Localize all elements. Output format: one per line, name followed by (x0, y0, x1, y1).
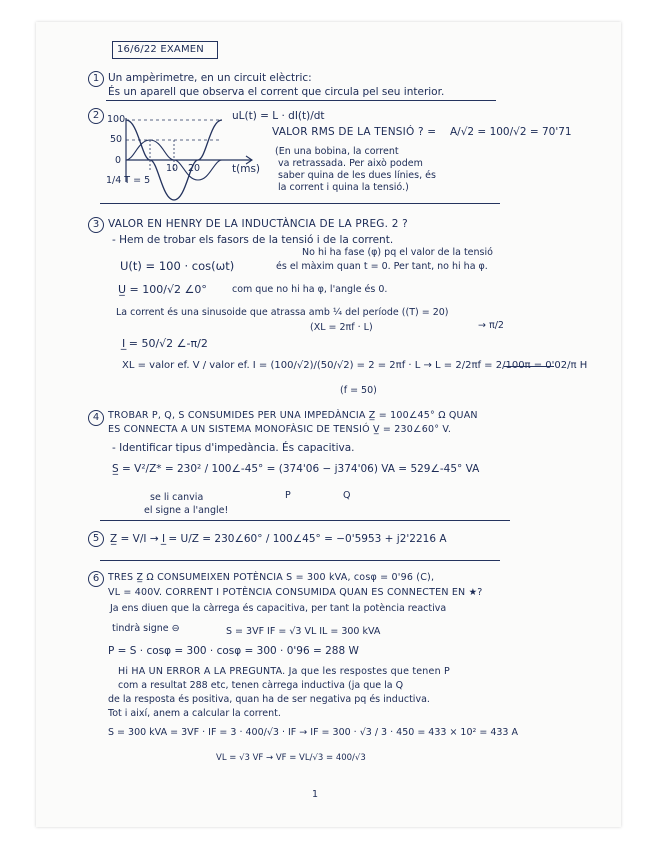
q3-xl-note: (XL = 2πf · L) (310, 322, 373, 333)
q4-s-calc: S̲ = V²/Z* = 230² / 100∠-45° = (374'06 − j374'06) VA = 529∠-45° VA (112, 463, 480, 475)
q2-note-line-1: (En una bobina, la corrent (275, 146, 399, 157)
question-6-number: 6 (88, 571, 104, 587)
page-number: 1 (312, 789, 319, 800)
header-title: 16/6/22 EXAMEN (117, 44, 204, 55)
graph-x-label: t(ms) (232, 163, 261, 175)
q6-bracket-2: tindrà signe ⊖ (112, 623, 180, 634)
question-2-number: 2 (88, 108, 104, 124)
q3-phase-note-2: és el màxim quan t = 0. Per tant, no hi ha φ. (276, 261, 488, 272)
q5-calc: Z̲ = V/I → I̲ = U/Z = 230∠60° / 100∠45° = −0'5953 + j2'2216 A (110, 533, 447, 545)
q3-i-phasor: I̲ = 50/√2 ∠-π/2 (122, 337, 208, 350)
question-1-answer: És un aparell que observa el corrent que circula pel seu interior. (108, 86, 445, 98)
graph-y-tick-50: 50 (110, 134, 123, 145)
graph-x-tick-20: 20 (188, 163, 201, 174)
q3-period-note: La corrent és una sinusoide que atrassa amb ¼ del període ((T) = 20) (116, 307, 449, 318)
q6-p-eq: P = S · cosφ = 300 · cosφ = 300 · 0'96 = 288 W (108, 645, 359, 657)
q3-u-t: U(t) = 100 · cos(ωt) (120, 259, 235, 273)
underline-q5 (100, 560, 500, 561)
graph-quarter-period: 1/4 T = 5 (106, 175, 151, 186)
underline-q1 (106, 100, 496, 101)
rms-calculation: A/√2 = 100/√2 = 70'71 (450, 126, 572, 138)
underline-q3 (504, 366, 554, 367)
rms-question: VALOR RMS DE LA TENSIÓ ? = (272, 126, 437, 138)
question-4-text-1: TROBAR P, Q, S CONSUMIDES PER UNA IMPEDÀNCIA Z̲ = 100∠45° Ω QUAN (108, 410, 478, 421)
q4-note-1: se li canvia (150, 492, 204, 503)
q3-pi-half: → π/2 (478, 320, 504, 331)
q3-u-phasor: U̲ = 100/√2 ∠0° (118, 283, 207, 296)
question-3-text: VALOR EN HENRY DE LA INDUCTÀNCIA DE LA PREG. 2 ? (108, 218, 408, 230)
question-4-text-2: ES CONNECTA A UN SISTEMA MONOFÀSIC DE TENSIÓ V̲ = 230∠60° V. (108, 424, 452, 435)
graph-y-tick-100: 100 (107, 114, 126, 125)
question-1-number: 1 (88, 71, 104, 87)
q4-note-2: el signe a l'angle! (144, 505, 229, 516)
q6-error-4: Tot i així, anem a calcular la corrent. (108, 708, 281, 719)
underline-q4 (100, 520, 510, 521)
q6-bracket-1: Ja ens diuen que la càrrega és capacitiva, per tant la potència reactiva (110, 603, 447, 614)
q3-line-1: - Hem de trobar els fasors de la tensió i de la corrent. (112, 234, 394, 246)
question-5-number: 5 (88, 531, 104, 547)
q2-note-line-3: saber quina de les dues línies, és (278, 170, 436, 181)
q4-q-label: Q (343, 490, 351, 501)
q3-f-note: (f = 50) (340, 385, 377, 396)
q3-u-phasor-note: com que no hi ha φ, l'angle és 0. (232, 284, 388, 295)
q3-phase-note-1: No hi ha fase (φ) pq el valor de la tensió (302, 247, 493, 258)
graph-x-tick-10: 10 (166, 163, 179, 174)
q4-p-label: P (285, 490, 291, 501)
q4-line-1: - Identificar tipus d'impedància. És capacitiva. (112, 442, 355, 454)
question-3-number: 3 (88, 217, 104, 233)
question-2-formula: uL(t) = L · dI(t)/dt (232, 110, 325, 122)
underline-q2 (100, 203, 500, 204)
q3-xl-calc: XL = valor ef. V / valor ef. I = (100/√2)/(50/√2) = 2 = 2πf · L → L = 2/2πf = 2/100π = 0'02/π H (122, 360, 588, 371)
q6-error-3: de la resposta és positiva, quan ha de ser negativa pq és inductiva. (108, 694, 430, 705)
q2-note-line-2: va retrassada. Per això podem (278, 158, 423, 169)
graph-y-tick-0: 0 (115, 155, 122, 166)
q6-final-calc: S = 300 kVA = 3VF · IF = 3 · 400/√3 · IF → IF = 300 · √3 / 3 · 450 = 433 × 10² = 433 A (108, 727, 518, 738)
question-6-text-2: VL = 400V. CORRENT I POTÈNCIA CONSUMIDA QUAN ES CONNECTEN EN ★? (108, 587, 483, 598)
q6-substitution: VL = √3 VF → VF = VL/√3 = 400/√3 (216, 753, 366, 763)
question-1-text: Un ampèrimetre, en un circuit elèctric: (108, 72, 312, 84)
question-6-text-1: TRES Z̲ Ω CONSUMEIXEN POTÈNCIA S = 300 kVA, cosφ = 0'96 (C), (108, 572, 435, 583)
q6-s-eq: S = 3VF IF = √3 VL IL = 300 kVA (226, 626, 381, 637)
q6-error-2: com a resultat 288 etc, tenen càrrega inductiva (ja que la Q (118, 680, 404, 691)
question-4-number: 4 (88, 410, 104, 426)
q2-note-line-4: la corrent i quina la tensió.) (278, 182, 409, 193)
q6-error-1: Hi HA UN ERROR A LA PREGUNTA. Ja que les respostes que tenen P (118, 666, 450, 677)
